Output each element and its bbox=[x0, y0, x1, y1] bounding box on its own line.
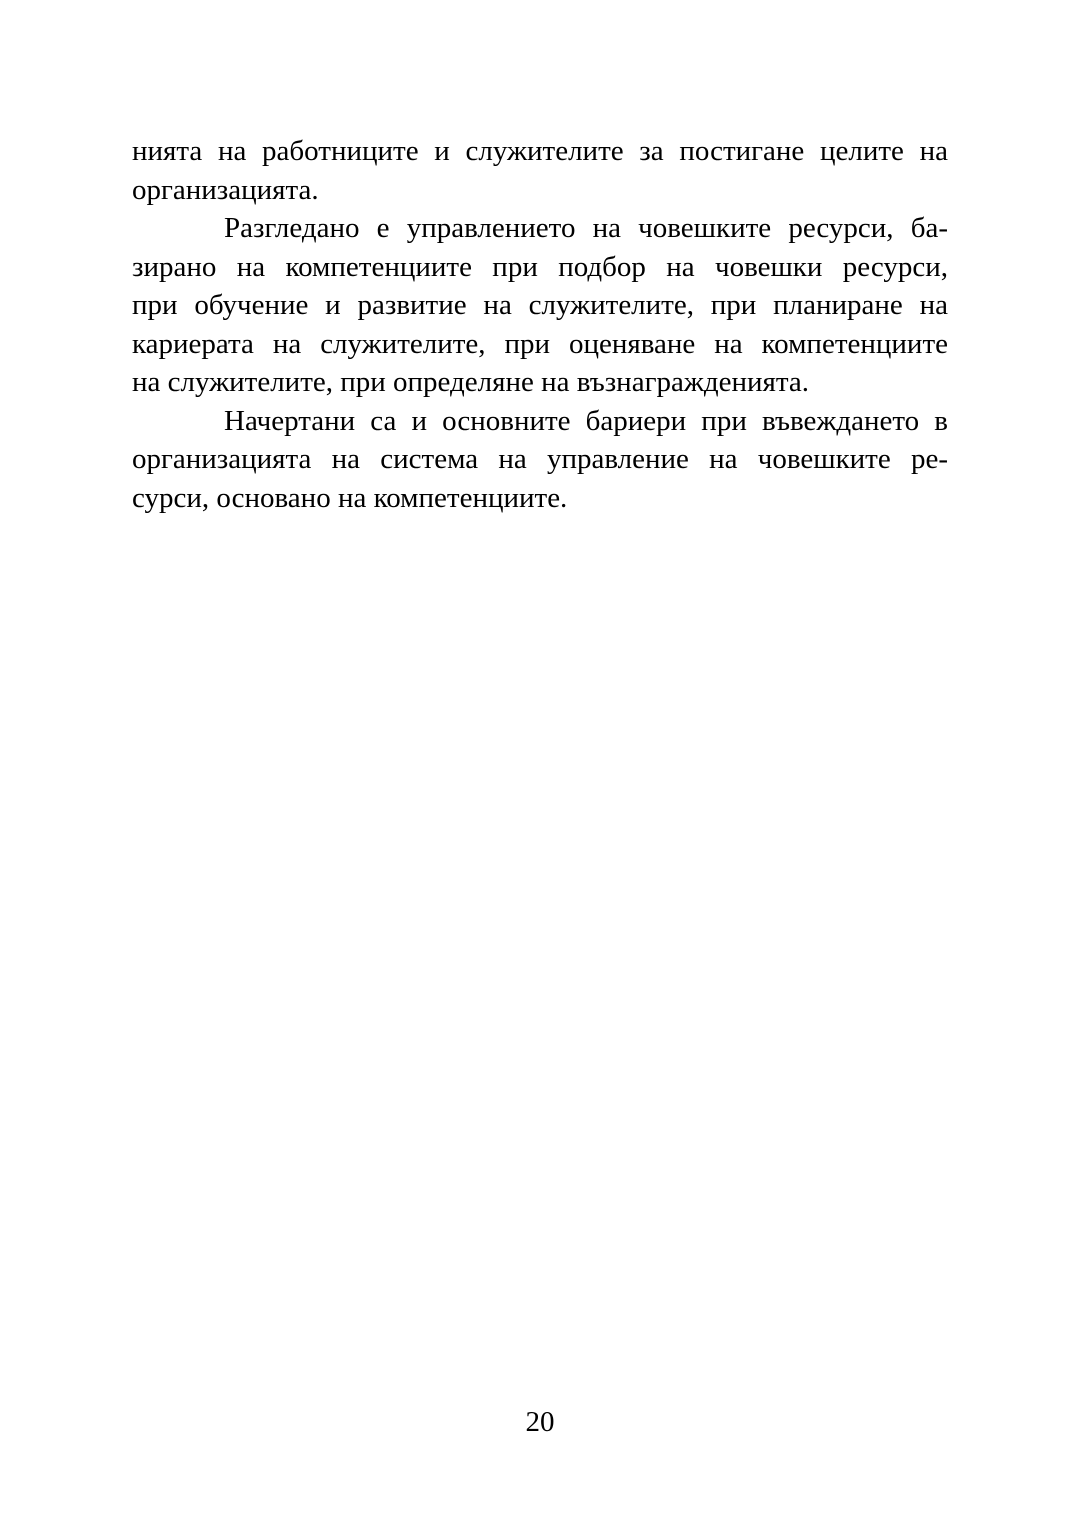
text-line: при обучение и развитие на служителите, при планиране на bbox=[132, 289, 948, 321]
text-line: организацията. bbox=[132, 173, 319, 206]
paragraph-2 bbox=[132, 209, 948, 402]
paragraph-3 bbox=[132, 402, 948, 518]
text-line: организацията на система на управление на човешките ре- bbox=[132, 443, 948, 475]
text-line: нията на работниците и служителите за постигане целите на bbox=[132, 135, 948, 167]
text-line: Начертани са и основните бариери при въвеждането в bbox=[224, 404, 948, 437]
body-text bbox=[132, 132, 948, 517]
text-line: кариерата на служителите, при оценяване на компетенциите bbox=[132, 327, 948, 360]
paragraph-1 bbox=[132, 132, 948, 209]
text-line: Разгледано е управлението на човешките ресурси, ба- bbox=[224, 212, 948, 244]
text-line: зирано на компетенциите при подбор на човешки ресурси, bbox=[132, 250, 948, 283]
page-number: 20 bbox=[525, 1406, 555, 1438]
text-line: на служителите, при определяне на възнагражденията. bbox=[132, 366, 810, 398]
text-line: сурси, основано на компетенциите. bbox=[132, 481, 568, 514]
